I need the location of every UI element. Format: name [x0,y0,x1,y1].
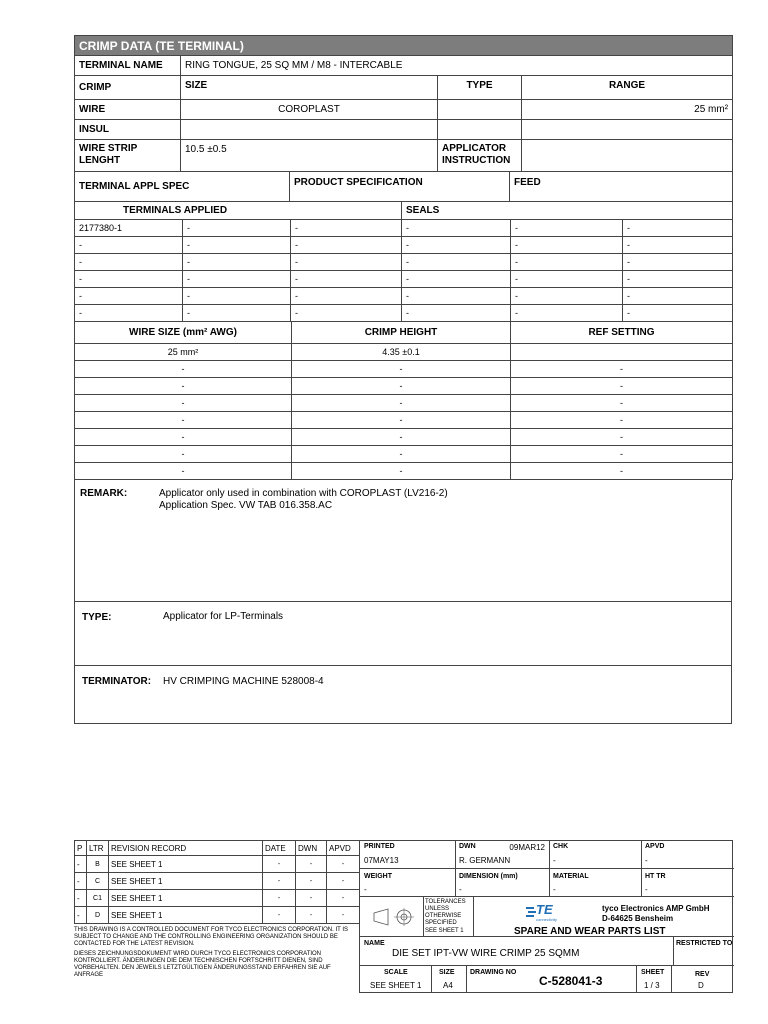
terminal-cell: - [183,254,291,271]
crimp-row [75,344,733,361]
drawing-no-label: DRAWING NO [470,969,517,976]
terminal-name-value: RING TONGUE, 25 SQ MM / M8 - INTERCABLE [181,56,733,76]
apvd-value: - [645,856,648,865]
crimp-cell: - [292,463,511,480]
applicator-value [522,140,733,172]
crimp-cell: - [511,446,733,463]
size-label: SIZE [181,76,438,100]
crimp-cell: - [511,463,733,480]
terminal-cell: - [291,288,402,305]
tolerances-cell [424,897,474,937]
wire-range-value: 25 mm² [522,100,733,120]
wire-strip-value: 10.5 ±0.5 [181,140,438,172]
weight-cell [360,869,456,897]
revision-cell: - [296,907,327,924]
terminal-cell: 2177380-1 [75,220,183,237]
name-label: NAME [364,940,385,947]
terminal-cell: - [623,220,733,237]
insul-range-cell [522,120,733,140]
printed-cell [360,841,456,869]
terminal-name-label: TERMINAL NAME [75,56,181,76]
size-value: A4 [443,981,453,990]
revision-table [74,840,360,924]
httr-cell [642,869,734,897]
terminals-rows [75,220,733,322]
weight-label: WEIGHT [364,873,392,880]
revision-cell: - [75,873,87,890]
revision-cell: - [296,890,327,907]
company-cell [474,897,734,937]
tolerances-text: TOLERANCES UNLESS OTHERWISE SPECIFIED [425,899,466,926]
terminal-cell: - [291,305,402,322]
dwn-date: 09MAR12 [509,843,545,852]
revision-cell: - [296,856,327,873]
dwn-name: R. GERMANN [459,856,511,865]
revision-header-cell: APVD [327,841,360,856]
revision-cell: - [327,907,360,924]
crimp-cell: - [511,395,733,412]
crimp-cell: - [75,463,292,480]
revision-cell: SEE SHEET 1 [109,873,263,890]
applicator-label: APPLICATOR INSTRUCTION [438,140,522,172]
terminal-cell: - [623,254,733,271]
httr-value: - [645,885,648,894]
crimp-cell: - [511,412,733,429]
crimp-row [75,429,733,446]
terminal-row [75,237,733,254]
printed-label: PRINTED [364,843,395,850]
revision-cell: SEE SHEET 1 [109,907,263,924]
wire-size-value: COROPLAST [181,100,438,120]
terminal-cell: - [291,254,402,271]
type-section-label: TYPE: [82,612,112,623]
scale-value: SEE SHEET 1 [370,981,422,990]
terminal-cell: - [402,305,511,322]
insul-label: INSUL [75,120,181,140]
terminal-cell: - [623,271,733,288]
form-title: CRIMP DATA (TE TERMINAL) [75,36,733,56]
crimp-height-header: CRIMP HEIGHT [292,322,511,344]
material-cell [550,869,642,897]
size-label: SIZE [439,969,455,976]
revision-row [75,890,360,907]
terminal-row [75,288,733,305]
terminals-applied-text: TERMINALS APPLIED [123,205,228,216]
projection-symbol-icon [372,907,416,927]
crimp-height-table [74,321,733,480]
company-line-1: tyco Electronics AMP GmbH [602,904,710,913]
terminals-applied-label [75,202,402,220]
revision-cell: D [87,907,109,924]
revision-header-cell: REVISION RECORD [109,841,263,856]
crimp-row [75,446,733,463]
restricted-label: RESTRICTED TO [676,940,733,947]
weight-value: - [364,885,367,894]
crimp-cell: - [75,361,292,378]
wire-type-value [438,100,522,120]
revision-cell: - [327,890,360,907]
range-label: RANGE [522,76,733,100]
terminator-section [74,665,732,724]
crimp-row [75,361,733,378]
wire-strip-label: WIRE STRIP LENGHT [75,140,181,172]
revision-header-row [75,841,360,856]
terminal-cell: - [183,288,291,305]
terminal-cell: - [511,288,623,305]
crimp-cell: 25 mm² [75,344,292,361]
revision-block [74,840,359,979]
dimension-label: DIMENSION (mm) [459,873,518,880]
crimp-cell [511,344,733,361]
revision-header-cell: DATE [263,841,296,856]
revision-cell: - [327,873,360,890]
terminal-cell: - [402,254,511,271]
remark-label: REMARK: [80,488,128,499]
crimp-cell: - [292,378,511,395]
revision-cell: - [75,856,87,873]
revision-rows [75,856,360,924]
revision-cell: - [296,873,327,890]
crimp-cell: - [75,446,292,463]
terminal-cell: - [511,271,623,288]
form-table-top [74,35,733,172]
terminal-cell: - [511,305,623,322]
projection-cell [360,897,424,937]
printed-value: 07MAY13 [364,856,399,865]
terminal-cell: - [402,220,511,237]
terminal-cell: - [402,271,511,288]
httr-label: HT TR [645,873,666,880]
terminal-cell: - [511,220,623,237]
crimp-row [75,395,733,412]
dimension-cell [456,869,550,897]
revision-cell: - [327,856,360,873]
revision-row [75,907,360,924]
terminal-appl-spec-label: TERMINAL APPL SPEC [75,172,290,202]
terminal-cell: - [511,237,623,254]
remark-line-1: Applicator only used in combination with COROPLAST (LV216-2) [159,488,448,499]
crimp-cell: - [75,429,292,446]
material-value: - [553,885,556,894]
rev-cell [672,966,734,993]
chk-cell [550,841,642,869]
terminal-cell: - [291,271,402,288]
crimp-rows [75,344,733,480]
terminal-cell: - [623,288,733,305]
tolerances-sheet: SEE SHEET 1 [425,928,464,934]
crimp-row [75,463,733,480]
revision-header-cell: P [75,841,87,856]
terminal-cell: - [75,237,183,254]
crimp-cell: - [511,378,733,395]
terminal-cell: - [291,237,402,254]
revision-cell: - [263,907,296,924]
terminal-cell: - [75,305,183,322]
notice-en: THIS DRAWING IS A CONTROLLED DOCUMENT FOR TYCO ELECTRONICS CORPORATION. IT IS SUBJECT TO CHANGE AND THE CONTROLLING ENGINEERING ORGANIZATION SHOULD BE CONTACTED FOR THE LATEST REVISION. [74,927,349,947]
product-spec-label: PRODUCT SPECIFICATION [290,172,510,202]
terminator-value: HV CRIMPING MACHINE 528008-4 [163,676,324,687]
wire-size-header: WIRE SIZE (mm² AWG) [75,322,292,344]
revision-cell: C1 [87,890,109,907]
crimp-cell: - [75,395,292,412]
revision-cell: - [75,890,87,907]
revision-cell: - [263,890,296,907]
sheet-cell [637,966,672,993]
spec-table [74,171,733,202]
scale-cell [360,966,432,993]
crimp-row [75,378,733,395]
size-cell [432,966,467,993]
terminal-row [75,220,733,237]
sheet-value: 1 / 3 [644,981,660,990]
title-block [359,840,733,993]
restricted-cell [674,937,734,966]
company-line-2: D-64625 Bensheim [602,914,674,923]
revision-cell: SEE SHEET 1 [109,890,263,907]
te-logo-sub: connectivity [536,917,557,922]
doc-title: SPARE AND WEAR PARTS LIST [514,926,666,937]
terminal-cell: - [291,220,402,237]
terminal-cell: - [75,271,183,288]
crimp-cell: - [292,395,511,412]
revision-cell: - [263,873,296,890]
crimp-data-form [74,35,732,724]
material-label: MATERIAL [553,873,589,880]
type-section-value: Applicator for LP-Terminals [163,611,284,622]
te-logo-text: TE [536,902,553,917]
terminal-cell: - [183,271,291,288]
notice-de: DIESES ZEICHNUNGSDOKUMENT WIRD DURCH TYCO ELECTRONICS CORPORATION KONTROLLIERT. ÄNDERUNGEN DIE DEM TECHNISCHEN FORTSCHRITT DIENEN, SIND VORBEHALTEN. DEN JEWEILS LETZTGÜLTIGEN ÄNDERUNGSSTAND ERFAHREN SIE AUF ANFRAGE [74,951,331,978]
crimp-row [75,412,733,429]
terminal-cell: - [75,254,183,271]
type-label: TYPE [438,76,522,100]
terminal-cell: - [402,237,511,254]
terminator-label: TERMINATOR: [82,676,152,687]
crimp-cell: - [292,412,511,429]
revision-header-cell: DWN [296,841,327,856]
revision-cell: C [87,873,109,890]
feed-label: FEED [510,172,733,202]
terminal-cell: - [183,220,291,237]
insul-size-cell [181,120,438,140]
remark-line-2: Application Spec. VW TAB 016.358.AC [159,500,333,511]
terminal-row [75,305,733,322]
rev-label: REV [695,971,710,978]
revision-row [75,856,360,873]
terminal-cell: - [75,288,183,305]
terminal-cell: - [623,305,733,322]
chk-value: - [553,856,556,865]
chk-label: CHK [553,843,569,850]
wire-label: WIRE [75,100,181,120]
terminal-cell: - [183,305,291,322]
revision-cell: B [87,856,109,873]
crimp-cell: - [511,361,733,378]
seals-label: SEALS [402,202,733,220]
type-section [74,601,732,666]
revision-row [75,873,360,890]
terminal-row [75,254,733,271]
dwn-cell [456,841,550,869]
name-value: DIE SET IPT-VW WIRE CRIMP 25 SQMM [392,948,580,959]
rev-value: D [698,981,704,990]
crimp-cell: - [511,429,733,446]
crimp-cell: - [292,429,511,446]
terminal-cell: - [402,288,511,305]
crimp-cell: - [75,378,292,395]
revision-header-cell: LTR [87,841,109,856]
apvd-label: APVD [645,843,665,850]
revision-cell: - [263,856,296,873]
crimp-cell: - [75,412,292,429]
sheet-label: SHEET [641,969,665,976]
terminal-cell: - [623,237,733,254]
crimp-label: CRIMP [75,76,181,100]
revision-cell: - [75,907,87,924]
scale-label: SCALE [384,969,408,976]
terminal-row [75,271,733,288]
terminals-table [74,201,733,322]
revision-cell: SEE SHEET 1 [109,856,263,873]
drawing-no-value: C-528041-3 [539,974,603,988]
crimp-cell: 4.35 ±0.1 [292,344,511,361]
remark-section [74,479,732,602]
dwn-label: DWN [459,843,476,850]
drawing-no-cell [467,966,637,993]
dimension-value: - [459,885,462,894]
name-cell [360,937,674,966]
apvd-cell [642,841,734,869]
ref-setting-header: REF SETTING [511,322,733,344]
crimp-cell: - [292,361,511,378]
terminal-cell: - [511,254,623,271]
crimp-cell: - [292,446,511,463]
insul-type-cell [438,120,522,140]
terminal-cell: - [183,237,291,254]
